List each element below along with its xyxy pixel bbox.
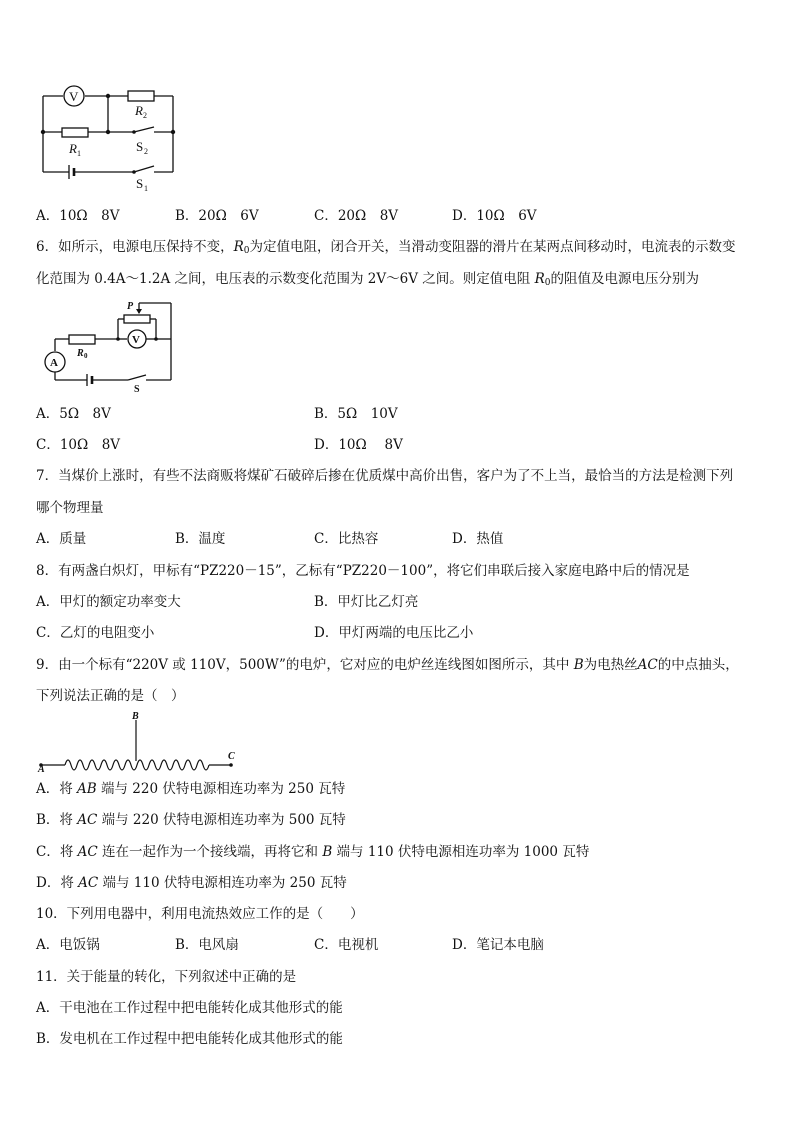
q10-option-a: A．电饭锅: [36, 937, 100, 953]
r2-label: R: [135, 103, 143, 118]
q9-heater-coil-diagram: [38, 708, 243, 776]
q7-stem-line2: 哪个物理量: [36, 500, 104, 516]
q9-option-b: B．将 AC 端与 220 伏特电源相连功率为 500 瓦特: [36, 812, 346, 828]
q5-option-d: D．10Ω 6V: [452, 208, 537, 224]
q7-option-c: C．比热容: [314, 531, 379, 547]
q5-option-c: C．20Ω 8V: [314, 208, 399, 224]
q8-stem: 8．有两盏白炽灯，甲标有“PZ220－15”，乙标有“PZ220－100”，将它们串联后接入家庭电路中后的情况是: [36, 563, 690, 579]
q6-stem-line1: 6．如所示，电源电压保持不变，$R_0$为定值电阻，闭合开关，当滑动变阻器的滑片在某两点间移动时，电流表的示数变: [36, 239, 736, 256]
q7-option-a: A．质量: [36, 531, 87, 547]
s2-label: S: [136, 139, 144, 154]
q8-option-b: B．甲灯比乙灯亮: [314, 594, 419, 610]
r1-label: R: [69, 141, 77, 156]
ammeter-label: A: [50, 357, 58, 369]
voltmeter-label: V: [132, 334, 140, 346]
terminal-b-label: B: [132, 711, 139, 722]
q11-option-a: A．干电池在工作过程中把电能转化成其他形式的能: [36, 1000, 343, 1016]
terminal-c-label: C: [228, 751, 235, 762]
q9-option-d: D．将 AC 端与 110 伏特电源相连功率为 250 瓦特: [36, 875, 347, 891]
q8-option-a: A．甲灯的额定功率变大: [36, 594, 181, 610]
q11-option-b: B．发电机在工作过程中把电能转化成其他形式的能: [36, 1031, 343, 1047]
q10-option-b: B．电风扇: [175, 937, 239, 953]
r0-sub: 0: [84, 352, 88, 360]
q7-option-d: D．热值: [452, 531, 504, 547]
q6-circuit-diagram: [40, 299, 175, 395]
q5-option-a: A．10Ω 8V: [36, 208, 120, 224]
q6-stem-line2: 化范围为 0.4A～1.2A 之间，电压表的示数变化范围为 2V～6V 之间。则定值电阻 $R_0$的阻值及电源电压分别为: [36, 271, 699, 288]
s1-label: S: [136, 176, 144, 191]
q6-option-b: B．5Ω 10V: [314, 406, 398, 422]
switch-s-label: S: [134, 384, 140, 395]
q8-option-c: C．乙灯的电阻变小: [36, 625, 155, 641]
q5-option-b: B．20Ω 6V: [175, 208, 259, 224]
slider-p-label: P: [127, 301, 134, 312]
r2-sub: 2: [143, 111, 147, 120]
q7-option-b: B．温度: [175, 531, 226, 547]
q9-option-c: C．将 AC 连在一起作为一个接线端，再将它和 B 端与 110 伏特电源相连功率为 1000 瓦特: [36, 844, 590, 860]
q10-option-c: C．电视机: [314, 937, 379, 953]
s2-sub: 2: [144, 147, 148, 156]
q9-option-a: A．将 AB 端与 220 伏特电源相连功率为 250 瓦特: [36, 781, 346, 797]
voltmeter-label: V: [69, 89, 79, 104]
q10-stem: 10．下列用电器中，利用电流热效应工作的是（ ）: [36, 906, 364, 922]
terminal-a-label: A: [38, 764, 45, 775]
q7-stem-line1: 7．当煤价上涨时，有些不法商贩将煤矿石破碎后掺在优质煤中高价出售，客户为了不上当，最恰当的方法是检测下列: [36, 468, 734, 484]
q10-option-d: D．笔记本电脑: [452, 937, 544, 953]
q6-option-a: A．5Ω 8V: [36, 406, 111, 422]
r1-sub: 1: [77, 149, 81, 158]
q8-option-d: D．甲灯两端的电压比乙小: [314, 625, 474, 641]
q6-option-d: D．10Ω 8V: [314, 437, 403, 453]
r0-label: R: [77, 348, 84, 359]
q9-stem-line1: 9．由一个标有“220V 或 110V，500W”的电炉，它对应的电炉丝连线图如图所示，其中 B为电热丝AC的中点抽头，: [36, 657, 739, 673]
s1-sub: 1: [144, 184, 148, 193]
q6-option-c: C．10Ω 8V: [36, 437, 121, 453]
q5-circuit-diagram: [36, 84, 181, 196]
q9-stem-line2: 下列说法正确的是（ ）: [36, 688, 185, 704]
q11-stem: 11．关于能量的转化，下列叙述中正确的是: [36, 969, 297, 985]
